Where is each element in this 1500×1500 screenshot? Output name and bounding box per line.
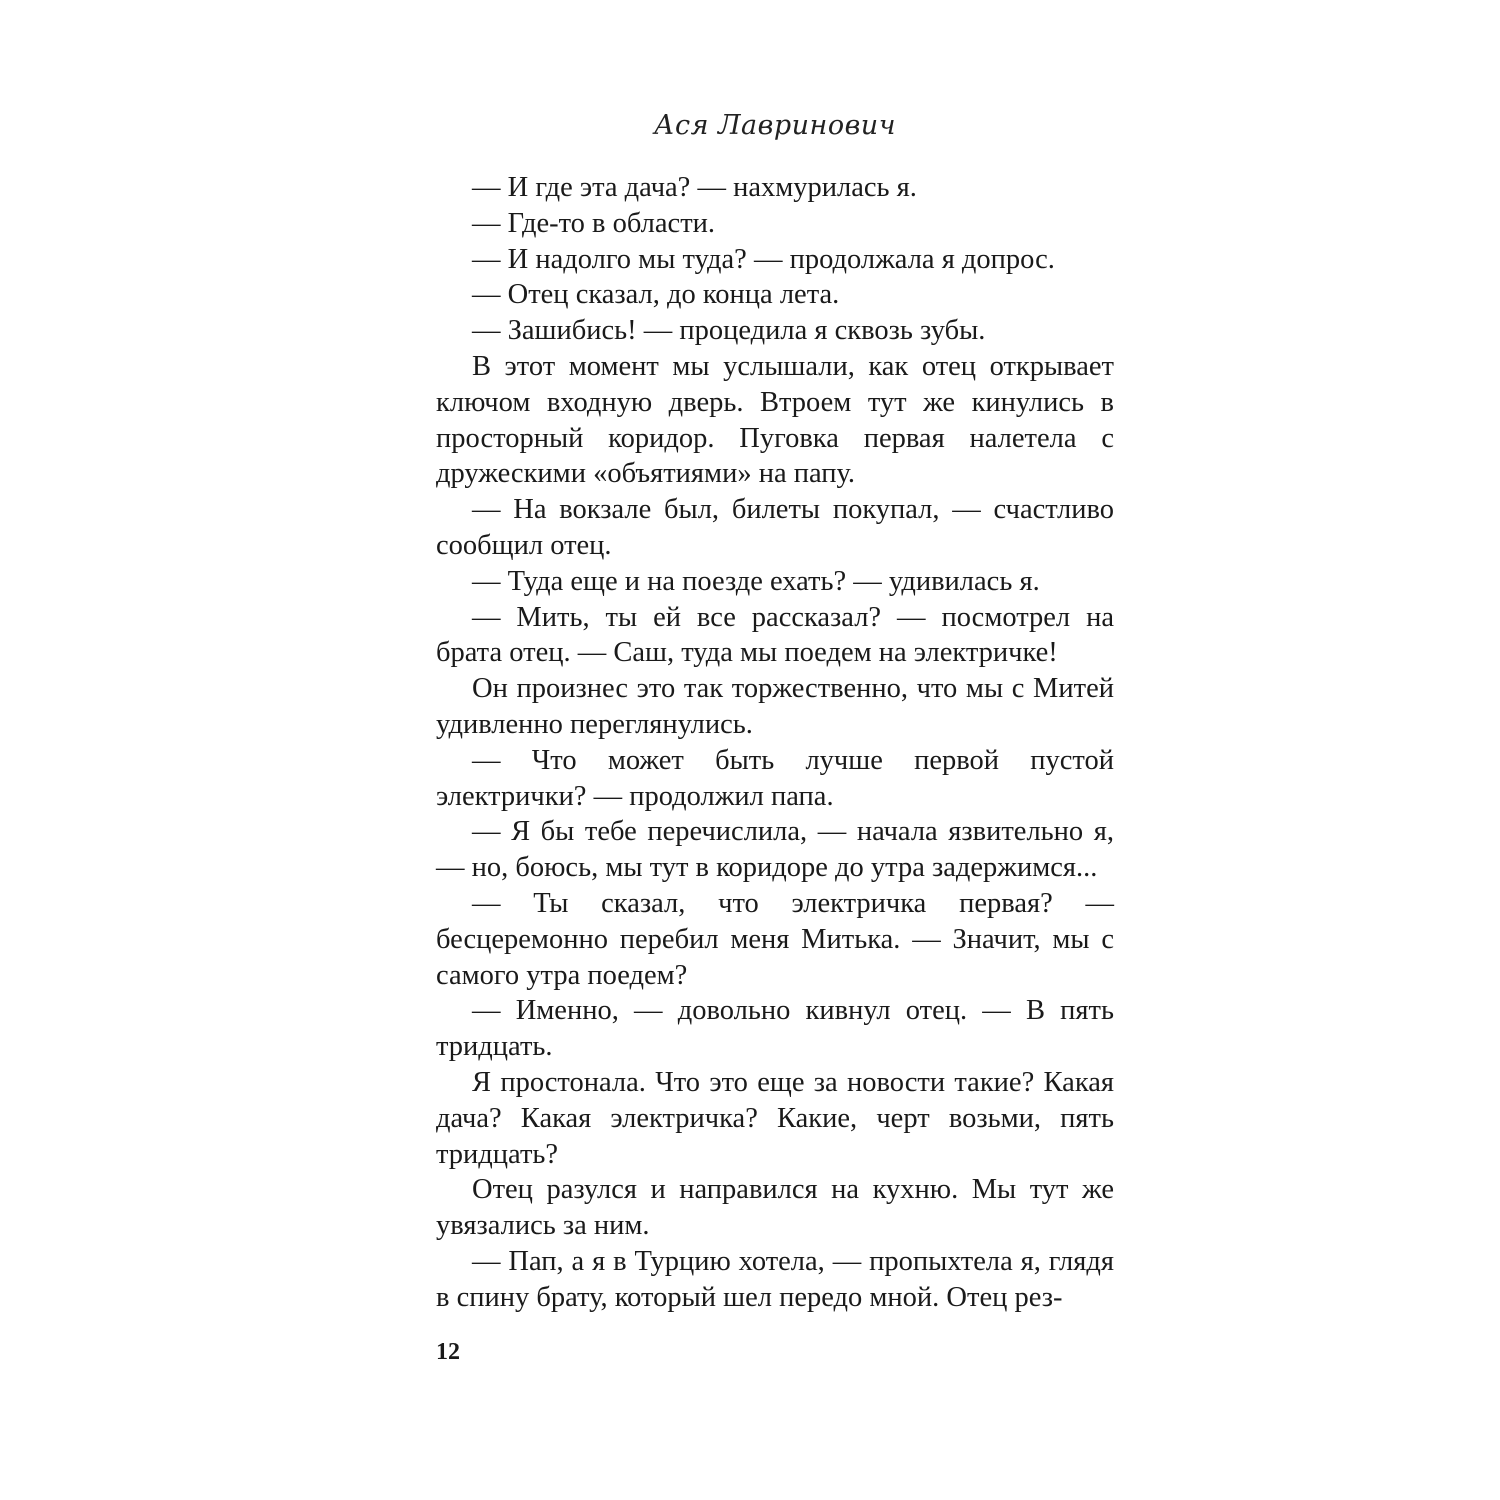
paragraph: — Что может быть лучше первой пустой электрички? — продолжил папа. bbox=[436, 744, 1114, 812]
paragraph: — Я бы тебе перечислила, — начала язвительно я, — но, боюсь, мы тут в коридоре до утра задержимся... bbox=[436, 816, 1114, 884]
page-number: 12 bbox=[436, 1339, 460, 1365]
paragraph: — Отец сказал, до конца лета. bbox=[472, 279, 840, 311]
paragraph: — Мить, ты ей все рассказал? — посмотрел на брата отец. — Саш, туда мы поедем на электричке! bbox=[436, 601, 1114, 669]
paragraph: — Зашибись! — процедила я сквозь зубы. bbox=[472, 315, 986, 347]
paragraph: — На вокзале был, билеты покупал, — счастливо сообщил отец. bbox=[436, 494, 1114, 561]
paragraph: Он произнес это так торжественно, что мы с Митей удивленно переглянулись. bbox=[436, 673, 1114, 740]
paragraph: — Туда еще и на поезде ехать? — удивилась я. bbox=[472, 565, 1040, 597]
paragraph: — Пап, а я в Турцию хотела, — пропыхтела я, глядя в спину брату, который шел передо мной. Отец рез- bbox=[436, 1245, 1114, 1313]
body-text bbox=[436, 170, 1114, 1316]
paragraph: — Ты сказал, что электричка первая? — бесцеремонно перебил меня Митька. — Значит, мы с самого утра поедем? bbox=[436, 887, 1114, 991]
paragraph: — Именно, — довольно кивнул отец. — В пять тридцать. bbox=[436, 995, 1114, 1063]
paragraph: Я простонала. Что это еще за новости такие? Какая дача? Какая электричка? Какие, черт возьми, пять тридцать? bbox=[436, 1066, 1114, 1170]
running-head: Ася Лавринович bbox=[654, 110, 896, 141]
paragraph: Отец разулся и направился на кухню. Мы тут же увязались за ним. bbox=[436, 1174, 1114, 1242]
paragraph: — И где эта дача? — нахмурилась я. bbox=[472, 172, 917, 203]
paragraph: — И надолго мы туда? — продолжала я допрос. bbox=[472, 243, 1055, 275]
paragraph: — Где-то в области. bbox=[472, 207, 716, 239]
paragraph: В этот момент мы услышали, как отец открывает ключом входную дверь. Втроем тут же кинулись в просторный коридор. Пуговка первая налетела с дружескими «объятиями» на папу. bbox=[436, 350, 1114, 490]
